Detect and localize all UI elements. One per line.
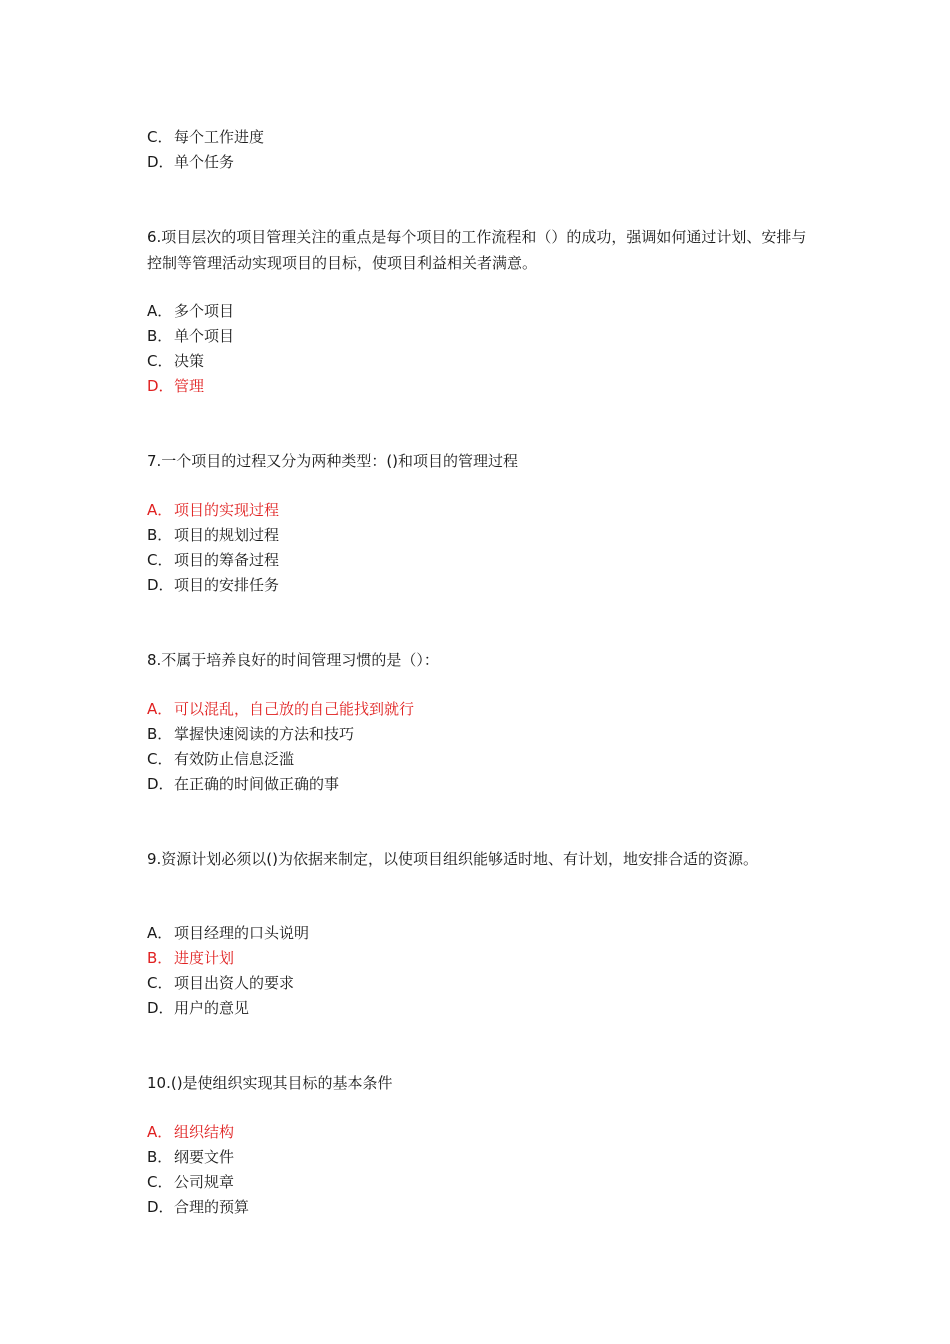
question-6-stem: 6.项目层次的项目管理关注的重点是每个项目的工作流程和（）的成功，强调如何通过计划、安排与控制等管理活动实现项目的目标，使项目利益相关者满意。: [147, 228, 807, 272]
question-9-option-d: D．用户的意见: [147, 999, 250, 1017]
question-6-option-b: B． 单个项目: [147, 327, 235, 345]
question-10-option-b: B． 纲要文件: [147, 1148, 235, 1166]
question-6-option-d: D．管理: [147, 377, 205, 395]
option-c: C． 每个工作进度: [147, 128, 265, 146]
question-8-option-b: B． 掌握快速阅读的方法和技巧: [147, 725, 355, 743]
question-9-option-b: B． 进度计划: [147, 949, 235, 967]
question-6-option-c: C． 决策: [147, 352, 205, 370]
question-7-option-c: C． 项目的筹备过程: [147, 551, 280, 569]
option-d: D．单个任务: [147, 153, 235, 171]
question-10-stem: 10.()是使组织实现其目标的基本条件: [147, 1074, 393, 1092]
question-10-option-a: A． 组织结构: [147, 1123, 235, 1141]
question-9-stem: 9.资源计划必须以()为依据来制定，以使项目组织能够适时地、有计划，地安排合适的资源。: [147, 850, 759, 868]
question-10-option-c: C． 公司规章: [147, 1173, 235, 1191]
question-10-option-d: D．合理的预算: [147, 1198, 250, 1216]
question-7-option-d: D．项目的安排任务: [147, 576, 280, 594]
question-8-option-d: D．在正确的时间做正确的事: [147, 775, 340, 793]
question-7-option-b: B． 项目的规划过程: [147, 526, 280, 544]
question-6-option-a: A． 多个项目: [147, 302, 235, 320]
question-9-option-a: A． 项目经理的口头说明: [147, 924, 310, 942]
question-9-option-c: C． 项目出资人的要求: [147, 974, 295, 992]
question-8-option-a: A． 可以混乱，自己放的自己能找到就行: [147, 700, 415, 718]
question-8-stem: 8.不属于培养良好的时间管理习惯的是（）：: [147, 651, 439, 669]
question-7-stem: 7.一个项目的过程又分为两种类型：()和项目的管理过程: [147, 452, 519, 470]
question-7-option-a: A． 项目的实现过程: [147, 501, 280, 519]
question-8-option-c: C． 有效防止信息泛滥: [147, 750, 295, 768]
